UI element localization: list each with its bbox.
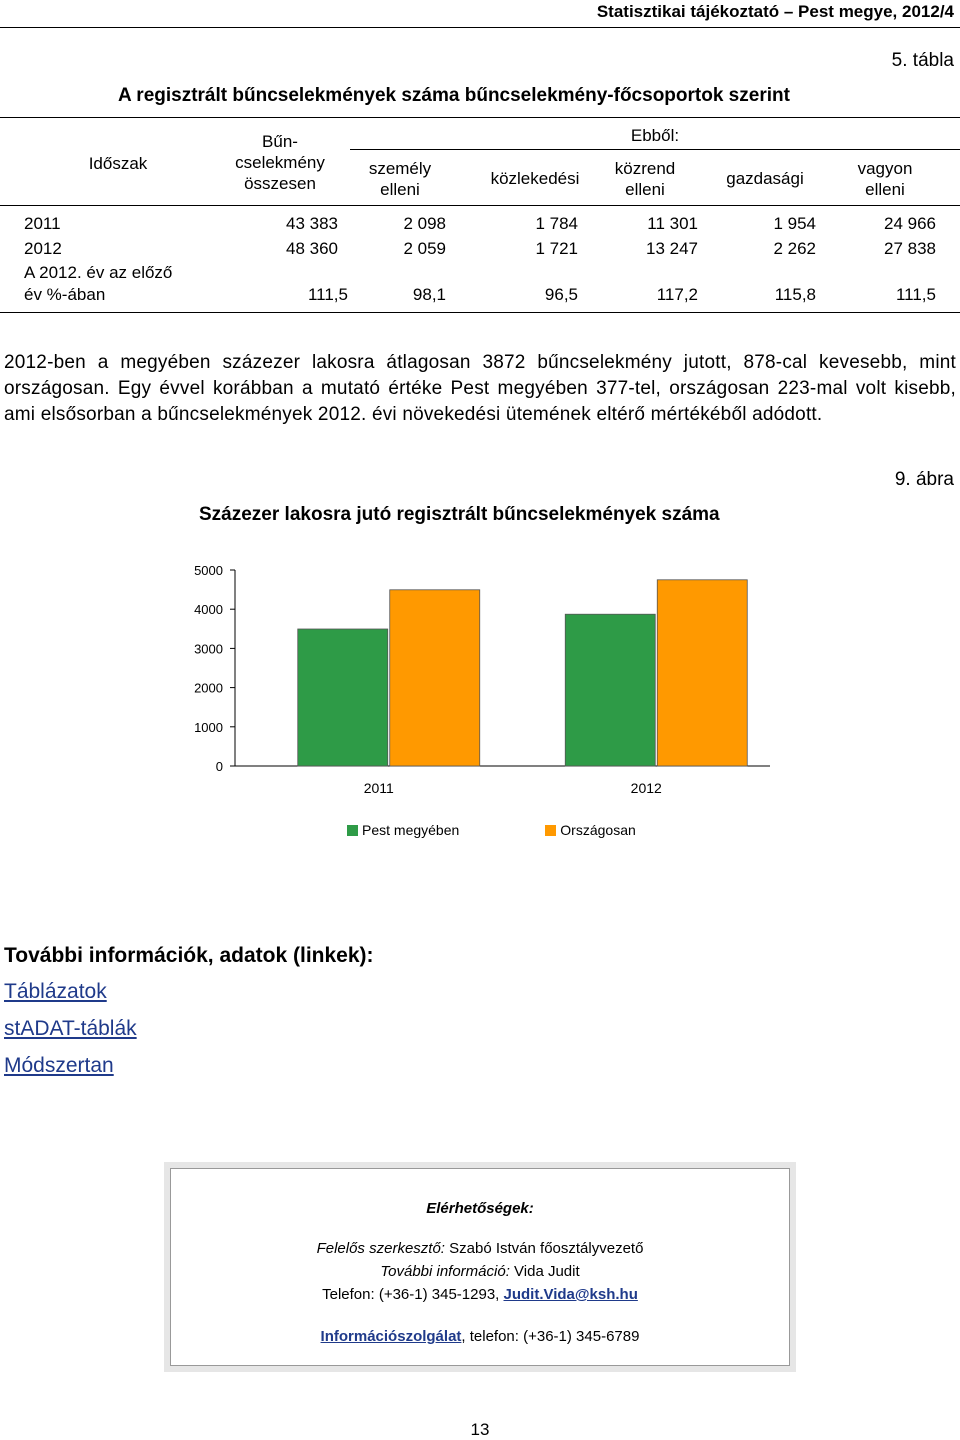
bar-chart [0, 550, 960, 850]
col-order-header: közrend elleni [614, 159, 676, 199]
table-cell: 2 059 [403, 239, 446, 258]
table-cell: 96,5 [544, 285, 578, 304]
chart-title: Százezer lakosra jutó regisztrált bűncselekmények száma [199, 504, 720, 525]
table-cell: 48 360 [286, 239, 338, 258]
link-stadat[interactable]: stADAT-táblák [4, 1017, 137, 1040]
contacts-editor: Felelős szerkesztő: Szabó István főosztályvezető [316, 1240, 644, 1257]
header-rule [0, 27, 960, 28]
legend-swatch-national [545, 825, 556, 836]
table-cell: 1 784 [535, 214, 578, 233]
contacts-title: Elérhetőségek: [426, 1200, 534, 1217]
y-tick-label: 3000 [194, 641, 223, 657]
table-cell: 11 301 [647, 214, 698, 233]
group-header: Ebből: [630, 126, 680, 145]
table-top-rule [0, 117, 960, 118]
link-tables[interactable]: Táblázatok [4, 980, 107, 1003]
table-cell: 24 966 [884, 214, 936, 233]
contacts-phone: Telefon: (+36-1) 345-1293, Judit.Vida@ksh.hu [322, 1286, 638, 1303]
table-cell: 115,8 [774, 285, 816, 304]
row-label-index: A 2012. év az előző év %-ában [24, 263, 173, 304]
table-cell: 98,1 [412, 285, 446, 304]
legend-swatch-pest [347, 825, 358, 836]
y-tick-label: 1000 [194, 719, 223, 735]
row-label-2012: 2012 [24, 239, 62, 258]
page-number: 13 [470, 1420, 490, 1439]
bar-országosan-2011 [390, 590, 480, 766]
email-link[interactable]: Judit.Vida@ksh.hu [503, 1286, 638, 1303]
table-cell: 111,5 [307, 285, 348, 304]
contacts-box [170, 1168, 790, 1366]
col-economic-header: gazdasági [726, 169, 804, 188]
table-cell: 2 098 [403, 214, 446, 233]
table-cell: 2 262 [773, 239, 816, 258]
table-cell: 1 954 [773, 214, 816, 233]
y-tick-label: 5000 [194, 563, 223, 578]
table-header-rule [0, 205, 960, 206]
col-property-header: vagyon elleni [857, 159, 913, 199]
table-cell: 27 838 [884, 239, 936, 258]
row-label-2011: 2011 [24, 214, 61, 233]
col-traffic-header: közlekedési [490, 169, 580, 188]
x-tick-label: 2012 [630, 780, 662, 796]
contacts-service: Információszolgálat, telefon: (+36-1) 345-6789 [320, 1328, 640, 1345]
info-heading: További információk, adatok (linkek): [4, 944, 374, 967]
table-cell: 43 383 [286, 214, 338, 233]
y-tick-label: 0 [215, 759, 223, 774]
col-period-header: Időszak [88, 154, 148, 173]
table-cell: 117,2 [656, 285, 698, 304]
running-header: Statisztikai tájékoztató – Pest megye, 2012/4 [596, 2, 954, 21]
bar-pest-megyében-2012 [565, 614, 655, 766]
table-bottom-rule [0, 312, 960, 313]
body-paragraph: 2012-ben a megyében százezer lakosra átlagosan 3872 bűncselekmény jutott, 878-cal kevesebb, mint országosan. Egy évvel korábban a mutató értéke Pest megyében 377-tel, országosan 223-mal volt kisebb, ami elsősorban a bűncselekmények 2012. évi növekedési ütemének eltérő mértékéből adódott. [4, 352, 956, 425]
chart-legend [347, 822, 636, 838]
table-title: A regisztrált bűncselekmények száma bűncselekmény-főcsoportok szerint [118, 85, 790, 106]
table-group-rule [350, 149, 960, 150]
legend-label-national: Országosan [560, 822, 636, 838]
y-tick-label: 4000 [194, 602, 223, 618]
bar-országosan-2012 [657, 580, 747, 766]
y-tick-label: 2000 [194, 680, 223, 696]
table-cell: 111,5 [895, 285, 936, 304]
service-link[interactable]: Információszolgálat [320, 1328, 462, 1345]
figure-number: 9. ábra [894, 469, 954, 490]
col-total-header: Bűn- cselekmény összesen [235, 132, 325, 193]
table-number: 5. tábla [891, 50, 954, 71]
bar-pest-megyében-2011 [298, 629, 388, 766]
x-tick-label: 2011 [363, 780, 394, 796]
table-cell: 1 721 [535, 239, 578, 258]
link-methodology[interactable]: Módszertan [4, 1054, 114, 1077]
col-person-header: személy elleni [368, 159, 432, 199]
contacts-info: További információ: Vida Judit [380, 1263, 580, 1280]
table-cell: 13 247 [646, 239, 698, 258]
legend-label-pest: Pest megyében [362, 822, 460, 838]
